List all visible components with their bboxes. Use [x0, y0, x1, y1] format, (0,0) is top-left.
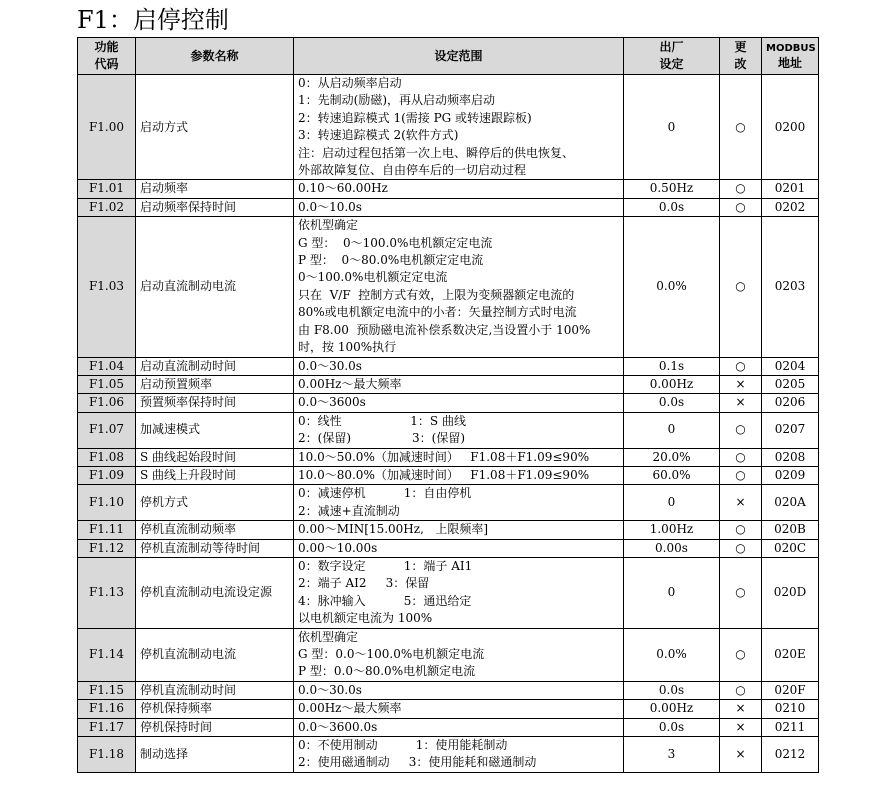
param-range — [294, 412, 624, 448]
param-modbus-address: 0212 — [762, 737, 819, 773]
param-modbus-address: 0201 — [762, 180, 819, 198]
param-default: 3 — [624, 737, 720, 773]
table-row — [78, 180, 819, 198]
param-change: ○ — [720, 539, 762, 557]
param-default: 0.00s — [624, 539, 720, 557]
param-range-line: 依机型确定 — [298, 218, 359, 233]
param-change: ○ — [720, 628, 762, 681]
param-range-line: 0.0～3600.0s — [298, 719, 378, 734]
table-row — [78, 485, 819, 521]
param-range-line: 0：线性 1：S 曲线 — [298, 413, 466, 428]
param-modbus-address: 020C — [762, 539, 819, 557]
param-range-line: 0.10～60.00Hz — [298, 181, 388, 196]
table-row — [78, 394, 819, 412]
param-range-line: 4：脉冲输入 5：通迅给定 — [298, 593, 472, 608]
param-change: ○ — [720, 681, 762, 699]
param-default: 0.1s — [624, 357, 720, 375]
param-change: × — [720, 737, 762, 773]
param-range — [294, 557, 624, 628]
table-row — [78, 539, 819, 557]
param-default: 0.50Hz — [624, 180, 720, 198]
parameter-table — [77, 37, 819, 773]
param-modbus-address: 0200 — [762, 75, 819, 180]
param-code: F1.17 — [78, 718, 136, 736]
param-code: F1.03 — [78, 217, 136, 357]
param-code: F1.02 — [78, 198, 136, 216]
param-range-line: 0.0～30.0s — [298, 358, 362, 373]
param-code: F1.07 — [78, 412, 136, 448]
param-code: F1.14 — [78, 628, 136, 681]
param-change: × — [720, 394, 762, 412]
param-code: F1.12 — [78, 539, 136, 557]
param-code: F1.13 — [78, 557, 136, 628]
param-range-line: 10.0～80.0%（加减速时间） F1.08＋F1.09≤90% — [298, 467, 590, 482]
param-modbus-address: 0202 — [762, 198, 819, 216]
param-range-line: 2：使用磁通制动 3：使用能耗和磁通制动 — [298, 755, 537, 770]
param-default: 0 — [624, 485, 720, 521]
param-change: ○ — [720, 521, 762, 539]
param-range-line: 2：端子 AI2 3：保留 — [298, 576, 430, 591]
header-change-line2: 改 — [734, 57, 747, 71]
table-row — [78, 557, 819, 628]
table-row — [78, 681, 819, 699]
param-change: ○ — [720, 357, 762, 375]
param-range — [294, 539, 624, 557]
param-code: F1.15 — [78, 681, 136, 699]
param-code: F1.00 — [78, 75, 136, 180]
param-name: 预置频率保持时间 — [136, 394, 294, 412]
header-change-line1: 更 — [734, 40, 747, 54]
table-row — [78, 521, 819, 539]
param-range — [294, 700, 624, 718]
param-code: F1.06 — [78, 394, 136, 412]
param-default: 0.0s — [624, 394, 720, 412]
param-range-line: P 型： 0～80.0%电机额定定电流 — [298, 253, 484, 268]
param-default: 0 — [624, 557, 720, 628]
param-name: 启动频率保持时间 — [136, 198, 294, 216]
param-name: 停机直流制动电流 — [136, 628, 294, 681]
param-range-line: P 型：0.0～80.0%电机额定电流 — [298, 664, 476, 679]
param-name: 加减速模式 — [136, 412, 294, 448]
param-range — [294, 466, 624, 484]
param-range-line: 0.00～10.00s — [298, 540, 378, 555]
param-modbus-address: 0208 — [762, 448, 819, 466]
param-change: ○ — [720, 180, 762, 198]
param-code: F1.11 — [78, 521, 136, 539]
param-code: F1.16 — [78, 700, 136, 718]
param-modbus-address: 020F — [762, 681, 819, 699]
param-range — [294, 357, 624, 375]
param-range-line: 1：先制动(励磁)，再从启动频率启动 — [298, 93, 495, 108]
header-range: 设定范围 — [294, 38, 624, 75]
table-row — [78, 75, 819, 180]
param-range-line: G 型：0.0～100.0%电机额定电流 — [298, 647, 485, 661]
param-range-line: 2：减速+直流制动 — [298, 503, 400, 518]
param-range-line: 0.0～3600s — [298, 395, 366, 410]
param-default: 0.00Hz — [624, 700, 720, 718]
param-range-line: 0：不使用制动 1：使用能耗制动 — [298, 738, 508, 753]
param-range-line: 只在 V/F 控制方式有效，上限为变频器额定电流的 — [298, 287, 575, 302]
param-range-line: 2：转速追踪模式 1(需接 PG 或转速跟踪板) — [298, 110, 532, 125]
param-range-line: 以电机额定电流为 100% — [298, 611, 433, 626]
page-title: F1：启停控制 — [77, 6, 229, 34]
param-code: F1.08 — [78, 448, 136, 466]
param-range-line: 0：减速停机 1：自由停机 — [298, 486, 472, 501]
param-change: ○ — [720, 217, 762, 357]
param-range-line: 0.00Hz～最大频率 — [298, 376, 402, 391]
param-modbus-address: 0211 — [762, 718, 819, 736]
param-range — [294, 180, 624, 198]
param-change: × — [720, 718, 762, 736]
param-name: 启动预置频率 — [136, 375, 294, 393]
param-name: 停机直流制动等待时间 — [136, 539, 294, 557]
param-default: 20.0% — [624, 448, 720, 466]
param-range-line: 0～100.0%电机额定定电流 — [298, 270, 448, 285]
param-change: ○ — [720, 448, 762, 466]
param-range-line: 10.0～50.0%（加减速时间） F1.08＋F1.09≤90% — [298, 449, 590, 464]
param-range-line: 0：从启动频率启动 — [298, 76, 402, 90]
param-range — [294, 394, 624, 412]
param-range — [294, 75, 624, 180]
table-row — [78, 718, 819, 736]
param-modbus-address: 0209 — [762, 466, 819, 484]
header-name: 参数名称 — [136, 38, 294, 75]
header-default-line2: 设定 — [659, 57, 684, 71]
param-range-line: 0：数字设定 1：端子 AI1 — [298, 558, 473, 573]
param-range — [294, 375, 624, 393]
table-row — [78, 737, 819, 773]
param-range — [294, 628, 624, 681]
param-modbus-address: 0203 — [762, 217, 819, 357]
param-change: × — [720, 700, 762, 718]
param-change: × — [720, 485, 762, 521]
param-change: ○ — [720, 75, 762, 180]
param-code: F1.10 — [78, 485, 136, 521]
header-default — [624, 38, 720, 75]
param-modbus-address: 0207 — [762, 412, 819, 448]
param-range — [294, 521, 624, 539]
param-default: 1.00Hz — [624, 521, 720, 539]
param-default: 0.0% — [624, 217, 720, 357]
table-row — [78, 412, 819, 448]
param-range — [294, 485, 624, 521]
param-name: 停机直流制动频率 — [136, 521, 294, 539]
param-range — [294, 737, 624, 773]
table-row — [78, 217, 819, 357]
param-name: 启动频率 — [136, 180, 294, 198]
param-modbus-address: 0206 — [762, 394, 819, 412]
table-row — [78, 700, 819, 718]
param-name: S 曲线上升段时间 — [136, 466, 294, 484]
header-code — [78, 38, 136, 75]
param-code: F1.01 — [78, 180, 136, 198]
header-default-line1: 出厂 — [659, 40, 684, 54]
param-name: 停机保持时间 — [136, 718, 294, 736]
param-name: 启动方式 — [136, 75, 294, 180]
table-row — [78, 448, 819, 466]
param-range-line: 外部故障复位、自由停车后的一切启动过程 — [298, 163, 527, 178]
param-code: F1.18 — [78, 737, 136, 773]
param-code: F1.09 — [78, 466, 136, 484]
param-modbus-address: 0204 — [762, 357, 819, 375]
param-range-line: 由 F8.00 预励磁电流补偿系数决定,当设置小于 100% — [298, 322, 591, 337]
param-change: ○ — [720, 466, 762, 484]
param-name: S 曲线起始段时间 — [136, 448, 294, 466]
header-modbus — [762, 38, 819, 75]
table-row — [78, 375, 819, 393]
param-range-line: 依机型确定 — [298, 629, 359, 644]
header-change — [720, 38, 762, 75]
param-default: 60.0% — [624, 466, 720, 484]
param-name: 启动直流制动时间 — [136, 357, 294, 375]
param-modbus-address: 020D — [762, 557, 819, 628]
param-default: 0.0% — [624, 628, 720, 681]
header-modbus-line2: 地址 — [777, 56, 802, 70]
param-default: 0 — [624, 412, 720, 448]
param-range-line: 注：启动过程包括第一次上电、瞬停后的供电恢复、 — [298, 145, 575, 160]
param-name: 启动直流制动电流 — [136, 217, 294, 357]
param-default: 0.0s — [624, 681, 720, 699]
param-range-line: G 型： 0～100.0%电机额定定电流 — [298, 235, 493, 250]
param-range — [294, 217, 624, 357]
param-name: 停机保持频率 — [136, 700, 294, 718]
param-modbus-address: 020A — [762, 485, 819, 521]
table-row — [78, 357, 819, 375]
param-range-line: 0.0～30.0s — [298, 682, 362, 697]
param-default: 0 — [624, 75, 720, 180]
param-name: 停机直流制动时间 — [136, 681, 294, 699]
param-modbus-address: 0205 — [762, 375, 819, 393]
param-range — [294, 448, 624, 466]
table-row — [78, 198, 819, 216]
param-range-line: 2：(保留) 3：(保留) — [298, 431, 466, 446]
param-modbus-address: 0210 — [762, 700, 819, 718]
param-name: 制动选择 — [136, 737, 294, 773]
header-code-line1: 功能 — [94, 40, 119, 54]
param-default: 0.0s — [624, 198, 720, 216]
param-range — [294, 681, 624, 699]
table-row — [78, 628, 819, 681]
param-range-line: 80%或电机额定电流中的小者：矢量控制方式时电流 — [298, 305, 577, 320]
param-change: ○ — [720, 557, 762, 628]
param-range-line: 时，按 100%执行 — [298, 340, 397, 355]
param-name: 停机直流制动电流设定源 — [136, 557, 294, 628]
param-code: F1.05 — [78, 375, 136, 393]
param-default: 0.00Hz — [624, 375, 720, 393]
header-code-line2: 代码 — [94, 57, 119, 71]
param-default: 0.0s — [624, 718, 720, 736]
param-name: 停机方式 — [136, 485, 294, 521]
param-change: × — [720, 375, 762, 393]
param-modbus-address: 020E — [762, 628, 819, 681]
param-range — [294, 718, 624, 736]
param-range-line: 3：转速追踪模式 2(软件方式) — [298, 128, 459, 143]
param-change: ○ — [720, 198, 762, 216]
param-range-line: 0.00～MIN[15.00Hz, 上限频率] — [298, 522, 489, 537]
param-change: ○ — [720, 412, 762, 448]
param-range-line: 0.0～10.0s — [298, 199, 362, 214]
param-modbus-address: 020B — [762, 521, 819, 539]
param-range-line: 0.00Hz～最大频率 — [298, 701, 402, 716]
table-row — [78, 466, 819, 484]
header-modbus-line1: MODBUS — [766, 43, 816, 54]
param-range — [294, 198, 624, 216]
param-code: F1.04 — [78, 357, 136, 375]
